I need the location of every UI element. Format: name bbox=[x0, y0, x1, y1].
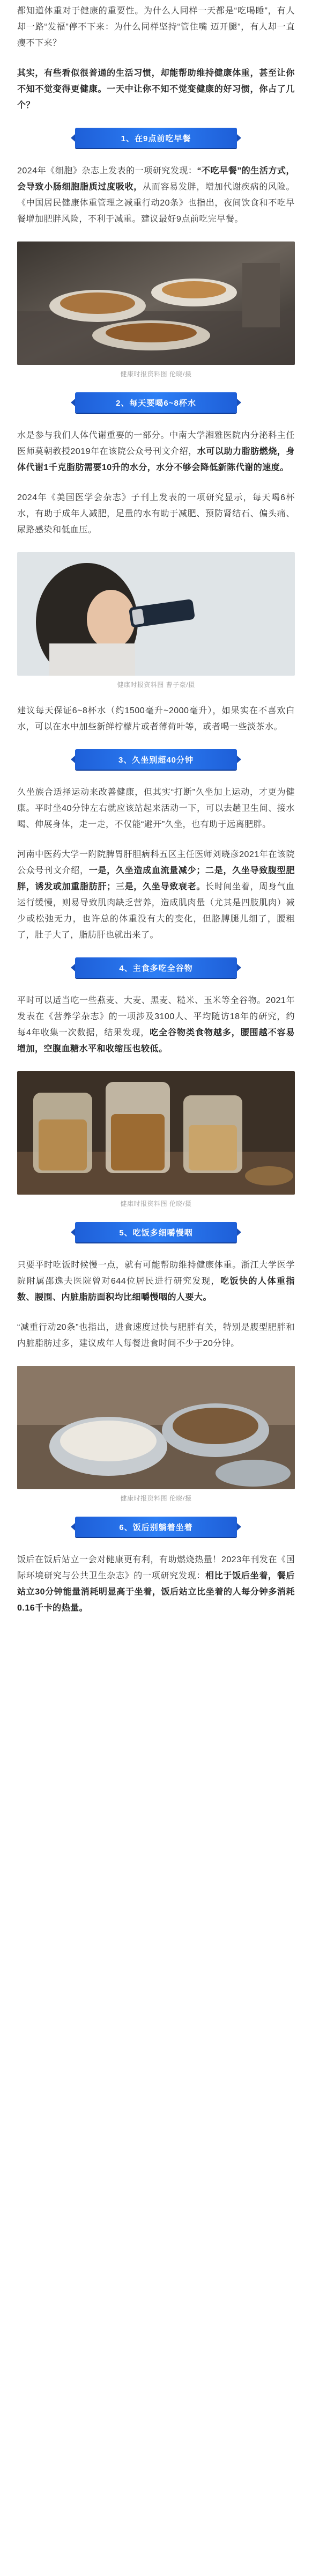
breakfast-photo bbox=[17, 241, 295, 365]
text-run: 2024年《细胞》杂志上发表的一项研究发现： bbox=[17, 166, 197, 175]
section-6-heading bbox=[17, 1517, 295, 1537]
drinking-photo-figure bbox=[17, 552, 295, 689]
drinking-image bbox=[17, 552, 295, 676]
drinking-photo bbox=[17, 552, 295, 676]
section-heading-text: 1、在9点前吃早餐 bbox=[121, 134, 191, 143]
text-emphasis: 吃全谷物类食物越多，腰围越不容易增加，空腹血糖水平和收缩压也较低。 bbox=[17, 1028, 295, 1053]
breakfast-image bbox=[17, 241, 295, 365]
section-heading-banner bbox=[75, 957, 237, 978]
section-1-paragraph bbox=[17, 163, 295, 228]
photo-caption: 健康时报资料图 伦晓/摄 bbox=[120, 1495, 192, 1502]
text-emphasis: “不吃早餐”的生活方式，会导致小肠细胞脂质过度吸收， bbox=[17, 166, 295, 192]
section-heading-text: 6、饭后别躺着坐着 bbox=[119, 1523, 193, 1532]
section-heading-text: 3、久坐别超40分钟 bbox=[118, 755, 194, 765]
section-5-paragraph-2: “减重行动20条”也指出，进食速度过快与肥胖有关，特别是腹型肥胖和内脏脂肪过多，建议成年人每餐进食时间不少于20分钟。 bbox=[17, 1323, 295, 1348]
section-4-paragraph bbox=[17, 993, 295, 1057]
photo-caption: 健康时报资料图 伦晓/摄 bbox=[120, 1200, 192, 1208]
photo-caption: 健康时报资料图 曹子豪/摄 bbox=[117, 681, 195, 689]
text-run: 长时间坐着，周身气血运行缓慢，则易导致肌肉缺乏营养，造成肌肉量（尤其是四肢肌肉）减少或松弛无力，也许总的体重没有大的变化，但胳膊腿儿细了，腰粗了，肚子大了，脂肪肝也就出来了。 bbox=[17, 882, 295, 940]
section-5-heading bbox=[17, 1222, 295, 1242]
section-4-heading bbox=[17, 957, 295, 978]
grains-photo-figure bbox=[17, 1071, 295, 1208]
text-emphasis: 吃饭快的人体重指数、腰围、内脏脂肪面积均比细嚼慢咽的人要大。 bbox=[17, 1277, 295, 1302]
photo-caption: 健康时报资料图 伦晓/摄 bbox=[120, 370, 192, 378]
grains-image bbox=[17, 1071, 295, 1195]
section-3-paragraph-2 bbox=[17, 847, 295, 943]
text-run: 河南中医药大学一附院脾胃肝胆病科五区主任医师刘晓彦2021年在该院公众号刊文介绍， bbox=[17, 850, 295, 875]
grains-photo bbox=[17, 1071, 295, 1195]
section-heading-banner bbox=[75, 128, 237, 148]
meal-photo bbox=[17, 1366, 295, 1489]
section-heading-banner bbox=[75, 749, 237, 770]
article bbox=[0, 3, 312, 1652]
text-run: 从而容易发胖，增加代谢疾病的风险。《中国居民健康体重管理之减重行动20条》也指出，夜间饮食和不吃早餐增加肥胖风险，不利于减重。建议最好9点前吃完早餐。 bbox=[17, 182, 295, 224]
text-run: 饭后在饭后站立一会对健康更有利，有助燃烧热量！2023年刊发在《国际环境研究与公共卫生杂志》的一项研究发现： bbox=[17, 1555, 295, 1580]
text-emphasis: 相比于饭后坐着，餐后站立30分钟能量消耗明显高于坐着，饭后站立比坐着的人每分钟多消耗0.16千卡的热量。 bbox=[17, 1571, 295, 1613]
section-heading-text: 5、吃饭多细嚼慢咽 bbox=[119, 1228, 193, 1238]
intro-paragraph-1: 都知道体重对于健康的重要性。为什么人同样一天都是“吃喝睡”，有人却一路“发福”停不下来：为什么同样坚持“管住嘴 迈开腿”，有人却一直瘦不下来？ bbox=[17, 6, 295, 48]
text-run: 只要平时吃饭时候慢一点，就有可能帮助维持健康体重。浙江大学医学院附属邵逸夫医院曾对644位居民进行研究发现， bbox=[17, 1261, 295, 1286]
text-emphasis: 水可以助力脂肪燃烧，身体代谢1千克脂肪需要10升的水分，水分不够会降低新陈代谢的速度。 bbox=[17, 447, 295, 472]
section-3-paragraph-1: 久坐族合适择运动来改善健康，但其实“打断”久坐加上运动，才更为健康。平时坐40分钟左右就应该站起来活动一下，可以去趟卫生间、接水喝、伸展身体，走一走，不仅能“避开”久坐，也有助于远离肥胖。 bbox=[17, 788, 295, 829]
intro-emphasis: 其实，有些看似很普通的生活习惯，却能帮助维持健康体重，甚至让你不知不觉变得更健康。一天中让你不知不觉变健康的好习惯，你占了几个？ bbox=[17, 69, 295, 110]
section-3-heading bbox=[17, 749, 295, 770]
section-2-paragraph-1 bbox=[17, 428, 295, 476]
breakfast-photo-figure bbox=[17, 241, 295, 378]
text-run: 水是参与我们人体代谢重要的一部分。中南大学湘雅医院内分泌科主任医师莫朝教授2019年在该院公众号刊文介绍， bbox=[17, 431, 295, 456]
section-2-heading bbox=[17, 392, 295, 413]
section-heading-banner bbox=[75, 1222, 237, 1242]
text-run: 平时可以适当吃一些燕麦、大麦、黑麦、糙米、玉米等全谷物。2021年发表在《营养学杂志》的一项涉及3100人、平均随访18年的研究，约每4年收集一次数据，结果发现， bbox=[17, 996, 295, 1037]
section-heading-banner bbox=[75, 392, 237, 413]
meal-photo-figure bbox=[17, 1366, 295, 1503]
meal-image bbox=[17, 1366, 295, 1489]
text-emphasis: 一是，久坐造成血流量减少；二是，久坐导致腹型肥胖，诱发或加重脂肪肝；三是，久坐导致衰老。 bbox=[17, 866, 295, 891]
intro-paragraph-2 bbox=[17, 65, 295, 114]
section-heading-text: 2、每天要喝6~8杯水 bbox=[116, 398, 196, 408]
section-6-paragraph bbox=[17, 1552, 295, 1616]
section-2-paragraph-3: 建议每天保证6~8杯水（约1500毫升~2000毫升），如果实在不喜欢白水，可以在水中加些新鲜柠檬片或者薄荷叶等，或者喝一些淡茶水。 bbox=[17, 706, 295, 731]
section-2-paragraph-2: 2024年《美国医学会杂志》子刊上发表的一项研究显示，每天喝6杯水，有助于成年人减肥，足量的水有助于减肥、预防肾结石、偏头痛、尿路感染和低血压。 bbox=[17, 493, 295, 535]
section-1-heading bbox=[17, 128, 295, 148]
section-heading-text: 4、主食多吃全谷物 bbox=[119, 963, 193, 973]
section-5-paragraph-1 bbox=[17, 1257, 295, 1306]
section-heading-banner bbox=[75, 1517, 237, 1537]
